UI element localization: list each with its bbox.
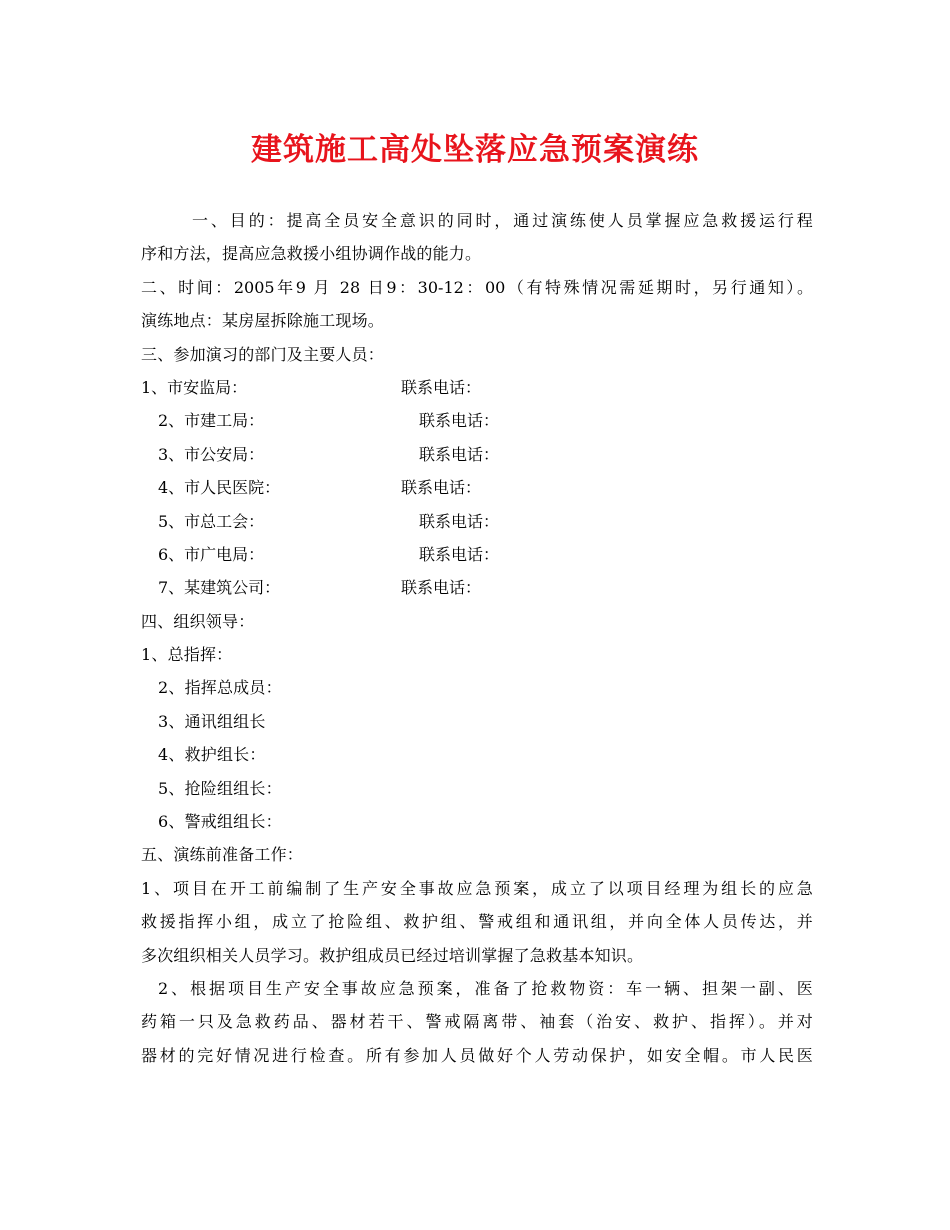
dept-row xyxy=(141,538,813,571)
dept-label: 3、市公安局： xyxy=(158,444,265,464)
place-line: 演练地点：某房屋拆除施工现场。 xyxy=(141,311,385,331)
dept-row xyxy=(141,438,813,471)
prep-2-line: 药箱一只及急救药品、器材若干、警戒隔离带、袖套（治安、救护、指挥）。并对 xyxy=(141,1012,813,1032)
dept-row xyxy=(141,404,813,437)
prep-2-line: 2、根据项目生产安全事故应急预案，准备了抢救物资：车一辆、担架一副、医 xyxy=(158,978,813,998)
time-line: 二、时间：2005年9 月 28 日9：30-12：00（有特殊情况需延期时，另行通知）。 xyxy=(141,277,813,297)
dept-row xyxy=(141,371,813,404)
dept-phone-label: 联系电话： xyxy=(419,411,500,431)
document-title: 建筑施工高处坠落应急预案演练 xyxy=(251,132,699,168)
dept-phone-label: 联系电话： xyxy=(419,444,500,464)
dept-phone-label: 联系电话： xyxy=(401,377,482,397)
purpose-line-1: 一、目的：提高全员安全意识的同时，通过演练使人员掌握应急救援运行程 xyxy=(192,211,813,230)
purpose-line-2: 序和方法，提高应急救援小组协调作战的能力。 xyxy=(141,244,482,264)
dept-phone-label: 联系电话： xyxy=(419,544,500,564)
dept-phone-label: 联系电话： xyxy=(419,511,500,531)
prep-1-line: 救援指挥小组，成立了抢险组、救护组、警戒组和通讯组，并向全体人员传达，并 xyxy=(141,912,813,932)
org-item: 2、指挥总成员： xyxy=(158,678,282,698)
dept-label: 7、某建筑公司： xyxy=(158,578,281,598)
org-heading: 四、组织领导： xyxy=(141,611,255,631)
dept-row xyxy=(141,571,813,604)
dept-label: 4、市人民医院： xyxy=(158,478,281,498)
dept-phone-label: 联系电话： xyxy=(401,478,482,498)
document-body xyxy=(141,204,813,1072)
org-item: 4、救护组长： xyxy=(158,745,266,765)
prep-1-line: 1、项目在开工前编制了生产安全事故应急预案，成立了以项目经理为组长的应急 xyxy=(141,878,813,898)
dept-phone-label: 联系电话： xyxy=(401,578,482,598)
prep-heading: 五、演练前准备工作： xyxy=(141,845,304,865)
prep-2-line: 器材的完好情况进行检查。所有参加人员做好个人劳动保护，如安全帽。市人民医 xyxy=(141,1045,813,1065)
org-item: 6、警戒组组长： xyxy=(158,812,282,832)
prep-1-line: 多次组织相关人员学习。救护组成员已经过培训掌握了急救基本知识。 xyxy=(141,945,644,965)
dept-label: 5、市总工会： xyxy=(158,511,265,531)
dept-label: 2、市建工局： xyxy=(158,411,265,431)
dept-label: 1、市安监局： xyxy=(141,377,248,397)
dept-row xyxy=(141,505,813,538)
org-item: 1、总指挥： xyxy=(141,645,233,665)
org-item: 3、通讯组组长 xyxy=(158,711,266,731)
dept-heading: 三、参加演习的部门及主要人员： xyxy=(141,344,385,364)
dept-label: 6、市广电局： xyxy=(158,544,265,564)
org-item: 5、抢险组组长： xyxy=(158,778,282,798)
dept-row xyxy=(141,471,813,504)
